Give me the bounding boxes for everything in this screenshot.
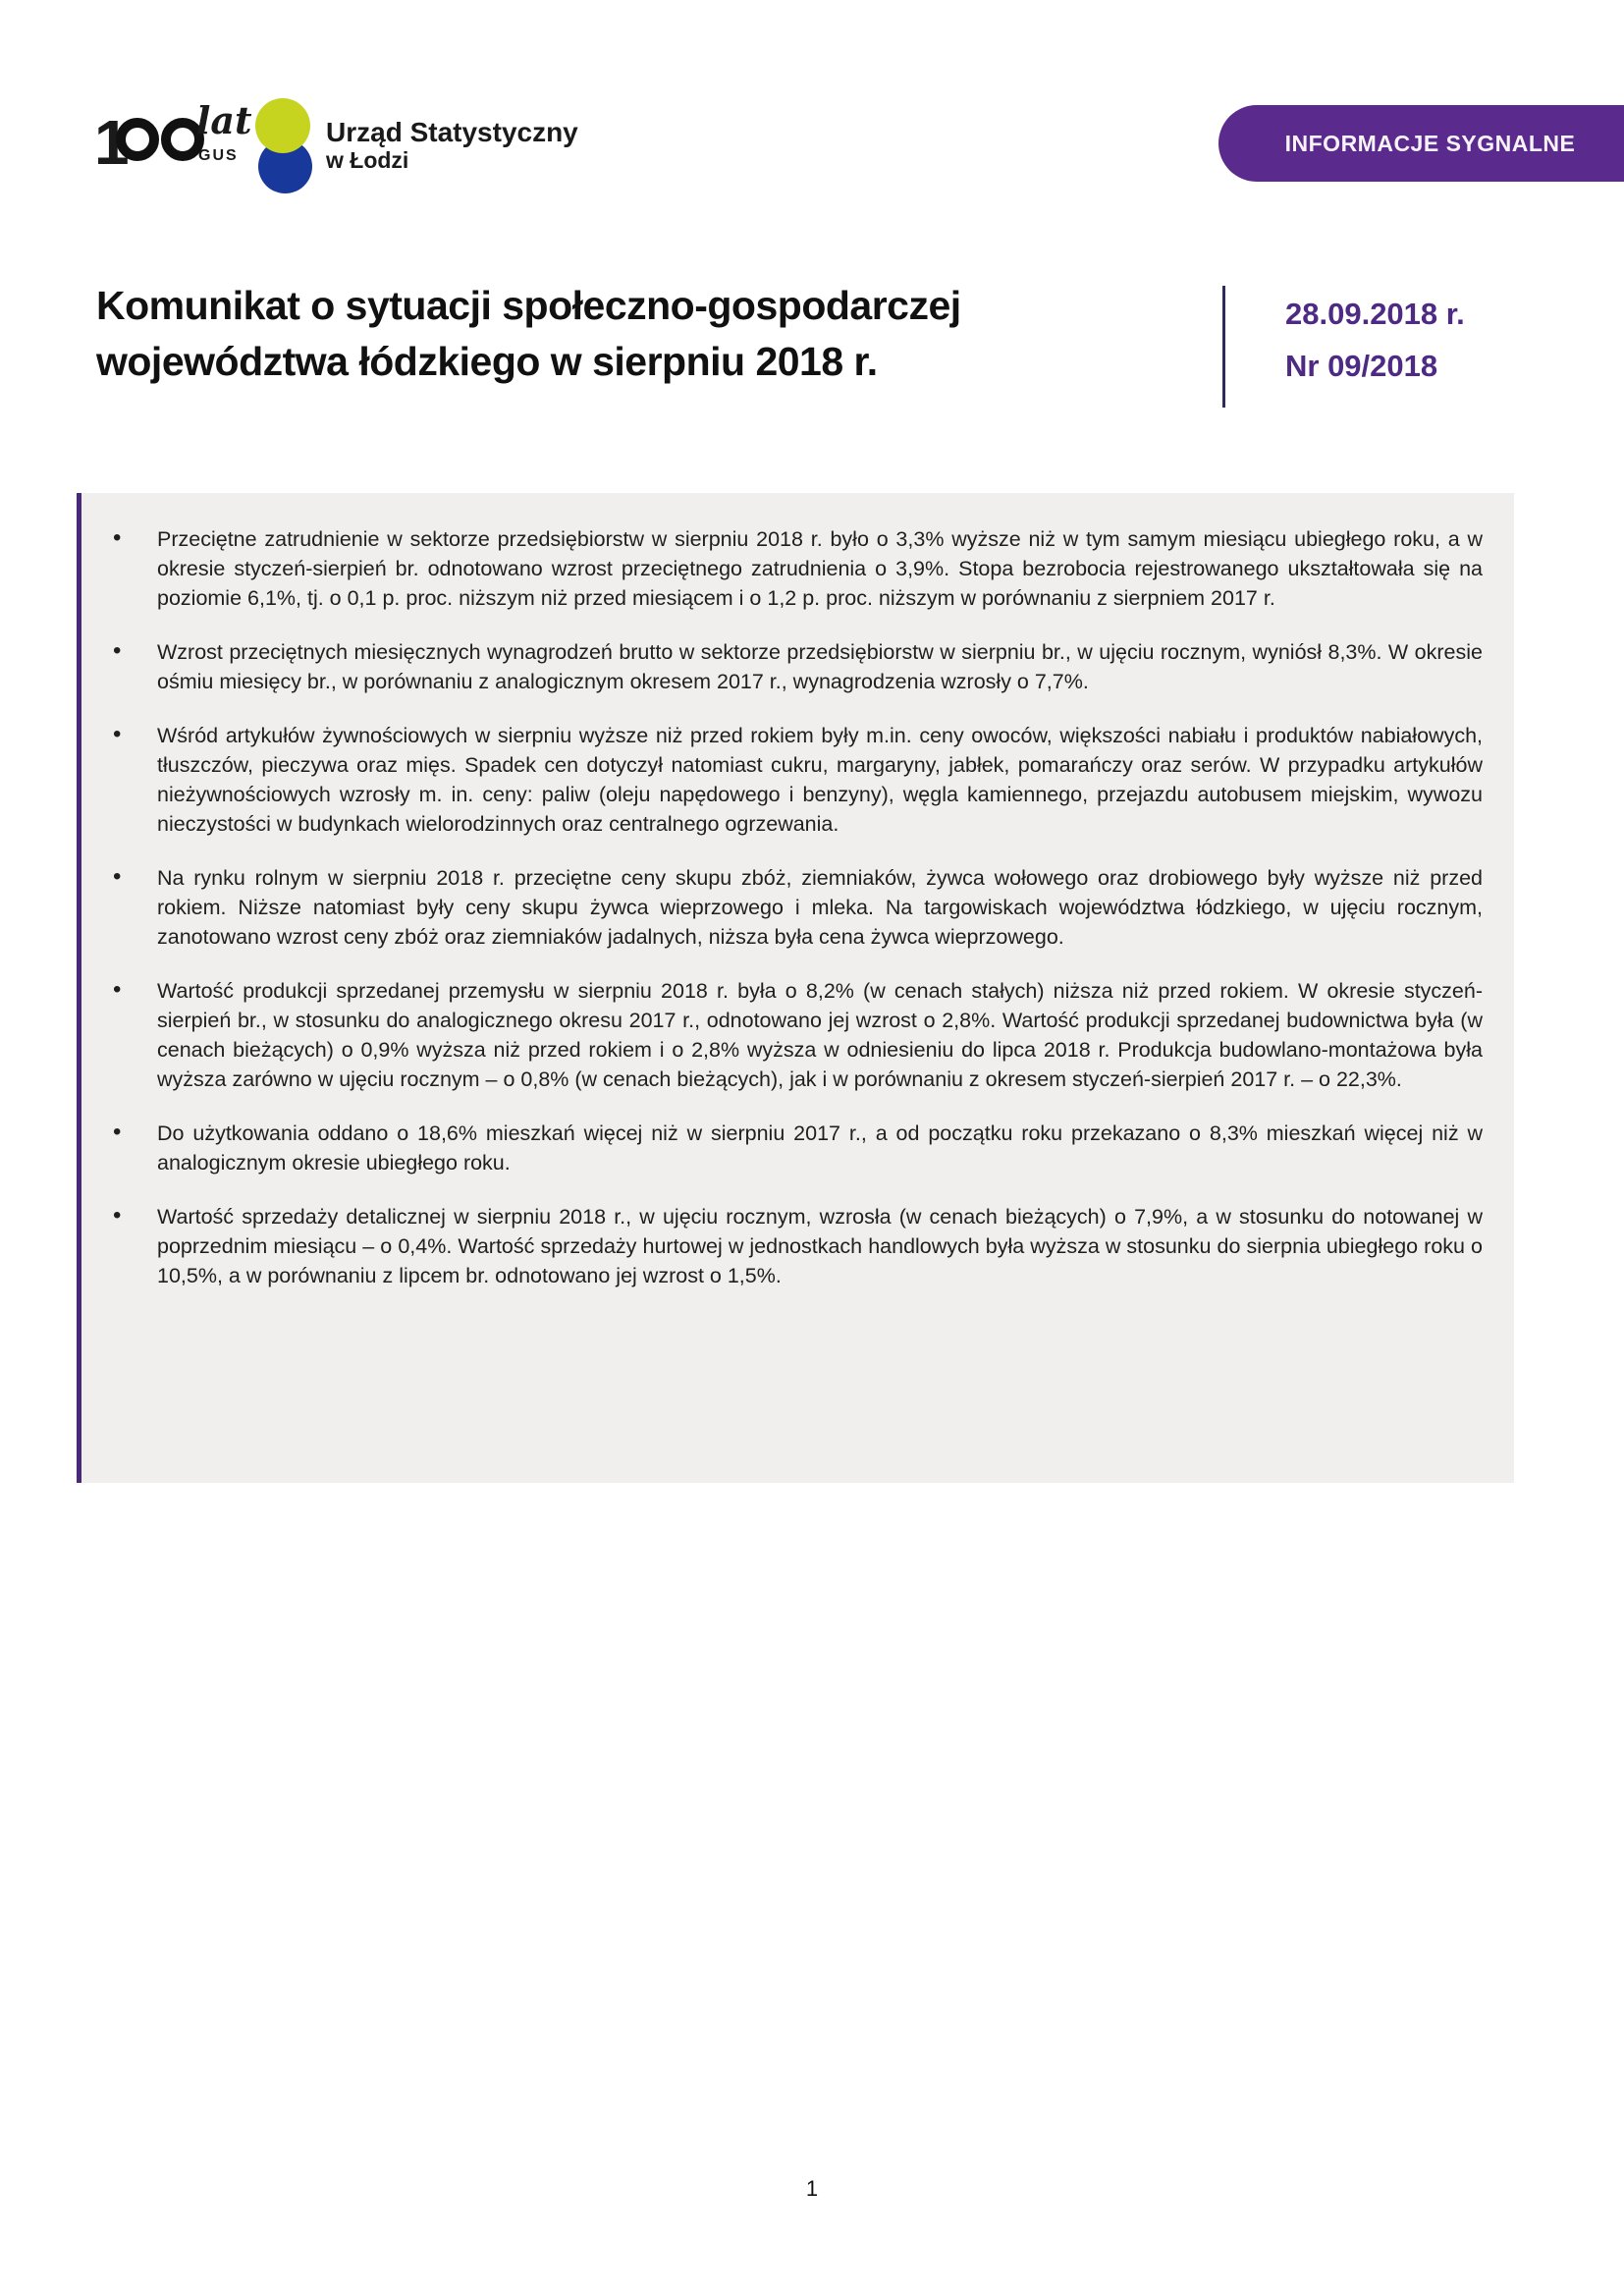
page-title-line2: województwa łódzkiego w sierpniu 2018 r. [96, 339, 878, 384]
summary-bullet-text: Wartość produkcji sprzedanej przemysłu w sierpniu 2018 r. była o 8,2% (w cenach stałych) niższa niż przed rokiem. W okresie styczeń-sierpień br., w stosunku do analogicznego okresu 2017 r., odnotowano jej wzrost o 2,8%. Wartość produkcji sprzedanej budownictwa była (w cenach bieżących) o 0,9% wyższa niż przed rokiem i o 2,8% wyższa w odniesieniu do lipca 2018 r. Produkcja budowlano-montażowa była wyższa zarówno w ujęciu rocznym – o 0,8% (w cenach bieżących), jak i w porównaniu z okresem styczeń-sierpień 2017 r. – o 22,3%. [157, 979, 1483, 1091]
logo-number-1: 1 [94, 107, 126, 178]
issue-number: Nr 09/2018 [1285, 349, 1438, 383]
statistical-office-circles-icon [255, 98, 312, 181]
bullet-dot-icon: • [113, 721, 122, 747]
issue-info [1285, 288, 1465, 392]
summary-bullet-retail [81, 1202, 1514, 1290]
yellow-circle-icon [255, 98, 310, 153]
bullet-dot-icon: • [113, 1119, 122, 1145]
summary-bullet-text: Do użytkowania oddano o 18,6% mieszkań więcej niż w sierpniu 2017 r., a od początku roku przekazano o 8,3% mieszkań więcej niż w analogicznym okresie ubiegłego roku. [157, 1121, 1483, 1175]
summary-bullet-wages [81, 637, 1514, 696]
bullet-dot-icon: • [113, 1202, 122, 1229]
publication-date: 28.09.2018 r. [1285, 297, 1465, 331]
badge-label: INFORMACJE SYGNALNE [1284, 130, 1576, 156]
informacje-sygnalne-badge [1218, 105, 1624, 182]
bullet-dot-icon: • [113, 976, 122, 1003]
bullet-dot-icon: • [113, 524, 122, 551]
summary-bullet-text: Przeciętne zatrudnienie w sektorze przedsiębiorstw w sierpniu 2018 r. było o 3,3% wyższe niż w tym samym miesiącu ubiegłego roku, a w okresie styczeń-sierpień br. odnotowano wzrost przeciętnego zatrudnienia o 3,9%. Stopa bezrobocia rejestrowanego ukształtowała się na poziomie 6,1%, tj. o 0,1 p. proc. niższym niż przed miesiącem i o 1,2 p. proc. niższym w porównaniu z sierpniem 2017 r. [157, 527, 1483, 610]
summary-bullet-text: Wartość sprzedaży detalicznej w sierpniu 2018 r., w ujęciu rocznym, wzrosła (w cenach bieżących) o 7,9%, a w stosunku do notowanej w poprzednim miesiącu – o 0,4%. Wartość sprzedaży hurtowej w jednostkach handlowych była wyższa w stosunku do sierpnia ubiegłego roku o 10,5%, a w porównaniu z lipcem br. odnotowano jej wzrost o 1,5%. [157, 1205, 1483, 1287]
org-name-line2: w Łodzi [326, 146, 409, 173]
summary-bullet-agriculture [81, 863, 1514, 952]
summary-highlights-box [77, 493, 1514, 1483]
summary-bullet-text: Wśród artykułów żywnościowych w sierpniu wyższe niż przed rokiem były m.in. ceny owoców, większości nabiału i produktów nabiałowych, tłuszczów, pieczywa oraz mięs. Spadek cen dotyczył natomiast cukru, margaryny, jabłek, pomarańczy oraz serów. W przypadku artykułów nieżywnościowych wzrosły m. in. ceny: paliw (oleju napędowego i benzyny), węgla kamiennego, przejazdu autobusem miejskim, wywozu nieczystości w budynkach wielorodzinnych oraz centralnego ogrzewania. [157, 724, 1483, 836]
org-name-line1: Urząd Statystyczny [326, 117, 578, 147]
page-title [96, 278, 1196, 390]
summary-bullet-industry [81, 976, 1514, 1094]
logo-ring-icon [116, 118, 159, 161]
title-separator-line [1222, 286, 1225, 408]
bullet-dot-icon: • [113, 637, 122, 664]
summary-bullet-housing [81, 1119, 1514, 1177]
summary-bullet-employment [81, 524, 1514, 613]
logo-gus-label: GUS [198, 147, 239, 164]
summary-bullet-list [81, 524, 1514, 1290]
summary-bullet-text: Wzrost przeciętnych miesięcznych wynagrodzeń brutto w sektorze przedsiębiorstw w sierpniu br., w ujęciu rocznym, wyniósł 8,3%. W okresie ośmiu miesięcy br., w porównaniu z analogicznym okresem 2017 r., wynagrodzenia wzrosły o 7,7%. [157, 640, 1483, 693]
gus-logo [94, 96, 578, 181]
bullet-dot-icon: • [113, 863, 122, 890]
summary-bullet-text: Na rynku rolnym w sierpniu 2018 r. przeciętne ceny skupu zbóż, ziemniaków, żywca wołowego oraz drobiowego były wyższe niż przed rokiem. Niższe natomiast były ceny skupu żywca wieprzowego i mleka. Na targowiskach województwa łódzkiego, w ujęciu rocznym, zanotowano wzrost ceny zbóż oraz ziemniaków jadalnych, niższa była cena żywca wieprzowego. [157, 866, 1483, 949]
page-number: 1 [805, 2176, 819, 2201]
summary-bullet-food-prices [81, 721, 1514, 839]
organization-name [326, 118, 578, 173]
gus-100-lat-logo-icon [94, 98, 252, 181]
page-title-line1: Komunikat o sytuacji społeczno-gospodarczej [96, 283, 961, 328]
logo-lat-label: lat [196, 98, 252, 142]
